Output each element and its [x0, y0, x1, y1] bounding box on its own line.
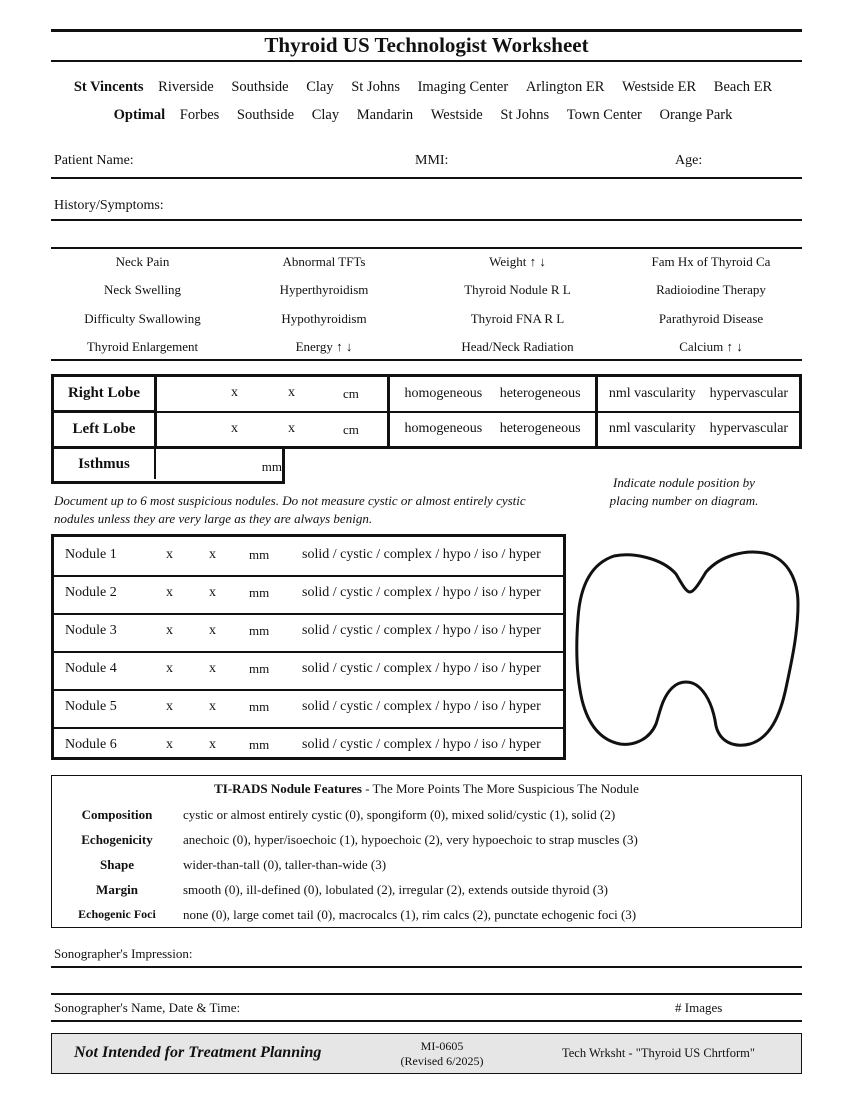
unit-label: mm — [249, 699, 270, 714]
nodule-row[interactable] — [54, 689, 563, 729]
isthmus-box — [51, 448, 285, 484]
lobe-measurement-cell[interactable] — [156, 376, 389, 412]
location-option[interactable]: Riverside — [158, 79, 214, 95]
nodule-options[interactable]: solid / cystic / complex / hypo / iso / hyper — [302, 699, 541, 714]
symptom-hyperthyroidism[interactable]: Hyperthyroidism — [279, 282, 369, 297]
tirads-table — [51, 775, 802, 928]
tirads-key: Shape — [100, 857, 134, 872]
tirads-heading-rest: - The More Points The More Suspicious The Nodule — [361, 781, 639, 796]
symptom-energy[interactable]: Energy ↑ ↓ — [295, 339, 353, 354]
location-option[interactable]: St Johns — [500, 107, 550, 123]
tirads-heading-bold: TI-RADS Nodule Features — [214, 781, 362, 796]
tirads-value: anechoic (0), hyper/isoechoic (1), hypoechoic (2), very hypoechoic to strap muscles (3) — [183, 832, 638, 847]
history-rule — [51, 219, 802, 221]
times-sign: x — [231, 385, 238, 400]
unit-label: cm — [343, 421, 359, 437]
location-option[interactable]: Clay — [306, 79, 334, 95]
nodule-label: Nodule 6 — [65, 737, 117, 752]
location-option[interactable]: Imaging Center — [417, 79, 509, 95]
times-sign: x — [288, 385, 295, 400]
tirads-key: Margin — [96, 882, 138, 897]
tirads-value: wider-than-tall (0), taller-than-wide (3) — [183, 857, 387, 872]
lobe-label: Right Lobe — [53, 376, 156, 412]
unit-label: mm — [261, 459, 282, 474]
footer — [51, 1033, 802, 1074]
location-option[interactable]: Westside ER — [622, 79, 697, 95]
heterogeneous-option[interactable]: heterogeneous — [499, 421, 581, 437]
times-sign: x — [231, 420, 238, 436]
nml-vascularity-option[interactable]: nml vascularity — [608, 421, 696, 437]
unit-label: cm — [343, 386, 359, 401]
times-sign: x — [166, 585, 173, 600]
nodule-row[interactable] — [54, 651, 563, 691]
times-sign: x — [166, 737, 173, 752]
top-rule — [51, 29, 802, 32]
tirads-key: Composition — [81, 807, 153, 822]
lobe-measurement-cell[interactable] — [156, 412, 389, 448]
tirads-key: Echogenic Foci — [78, 907, 156, 921]
echotexture-cell — [389, 376, 597, 412]
thyroid-outline — [577, 552, 798, 745]
hypervascular-option[interactable]: hypervascular — [709, 421, 789, 437]
lobe-row-right — [53, 376, 801, 412]
patient-name-label: Patient Name: — [54, 153, 134, 168]
tirads-key: Echogenicity — [81, 832, 153, 847]
form-code: MI-0605 — [420, 1039, 464, 1053]
location-option[interactable]: Westside — [430, 107, 483, 123]
mmi-label: MMI: — [415, 153, 449, 168]
nodule-table — [51, 534, 566, 760]
diagram-instructions: Indicate nodule position by placing number on diagram. — [609, 475, 759, 508]
optimal-label: Optimal — [113, 107, 166, 123]
impression-rule-2 — [51, 993, 802, 995]
times-sign: x — [209, 585, 216, 600]
symptom-difficulty-swallowing[interactable]: Difficulty Swallowing — [84, 311, 201, 326]
symptom-head-neck-radiation[interactable]: Head/Neck Radiation — [461, 339, 574, 354]
echotexture-cell — [389, 412, 597, 448]
location-option[interactable]: Southside — [231, 79, 289, 95]
times-sign: x — [209, 699, 216, 714]
location-option[interactable]: Orange Park — [659, 107, 733, 123]
homogeneous-option[interactable]: homogeneous — [404, 421, 483, 437]
nodule-options[interactable]: solid / cystic / complex / hypo / iso / hyper — [302, 737, 541, 752]
times-sign: x — [166, 661, 173, 676]
symptoms-bottom-rule — [51, 359, 802, 361]
optimal-row — [51, 107, 802, 124]
unit-label: mm — [249, 547, 270, 562]
times-sign: x — [166, 699, 173, 714]
times-sign: x — [166, 547, 173, 562]
nodule-options[interactable]: solid / cystic / complex / hypo / iso / hyper — [302, 547, 541, 562]
nodule-row[interactable] — [54, 575, 563, 615]
location-option[interactable]: Town Center — [566, 107, 642, 123]
history-label: History/Symptoms: — [54, 198, 164, 213]
location-option[interactable]: Clay — [311, 107, 340, 123]
lobe-label: Left Lobe — [53, 412, 156, 448]
st-vincents-row — [51, 79, 802, 96]
impression-rule — [51, 966, 802, 968]
sonographer-rule — [51, 1020, 802, 1022]
thyroid-diagram[interactable] — [574, 548, 802, 750]
times-sign: x — [166, 623, 173, 638]
location-option[interactable]: Arlington ER — [525, 79, 605, 95]
patient-rule — [51, 177, 802, 179]
symptom-thyroid-fna[interactable]: Thyroid FNA R L — [470, 311, 565, 326]
unit-label: mm — [249, 661, 270, 676]
nodule-row[interactable] — [54, 537, 563, 577]
unit-label: mm — [249, 737, 270, 752]
symptom-neck-pain[interactable]: Neck Pain — [115, 254, 170, 269]
st-vincents-label: St Vincents — [73, 79, 144, 95]
symptom-parathyroid-disease[interactable]: Parathyroid Disease — [658, 311, 764, 326]
lobe-table — [51, 374, 802, 449]
impression-label: Sonographer's Impression: — [54, 946, 193, 961]
times-sign: x — [209, 737, 216, 752]
heterogeneous-option[interactable]: heterogeneous — [499, 385, 581, 401]
nodule-label: Nodule 3 — [65, 623, 117, 638]
times-sign: x — [288, 420, 295, 436]
homogeneous-option[interactable]: homogeneous — [404, 385, 483, 401]
title-rule — [51, 60, 802, 62]
times-sign: x — [209, 661, 216, 676]
symptom-weight[interactable]: Weight ↑ ↓ — [489, 254, 546, 269]
tirads-value: cystic or almost entirely cystic (0), spongiform (0), mixed solid/cystic (1), solid (2) — [183, 807, 616, 822]
nodule-label: Nodule 5 — [65, 699, 117, 714]
isthmus-measurement-cell[interactable] — [156, 449, 282, 479]
tirads-value: smooth (0), ill-defined (0), lobulated (2), irregular (2), extends outside thyroid (3) — [183, 882, 608, 897]
vascularity-cell — [597, 412, 801, 448]
symptoms-top-rule — [51, 247, 802, 249]
symptom-thyroid-nodule[interactable]: Thyroid Nodule R L — [464, 282, 571, 297]
images-count-label: # Images — [675, 1000, 723, 1015]
location-option[interactable]: Southside — [236, 107, 295, 123]
revised-date: (Revised 6/2025) — [400, 1054, 484, 1068]
nodule-options[interactable]: solid / cystic / complex / hypo / iso / hyper — [302, 623, 541, 638]
times-sign: x — [209, 623, 216, 638]
nodule-row[interactable] — [54, 727, 563, 765]
nodule-row[interactable] — [54, 613, 563, 653]
symptom-radioiodine-therapy[interactable]: Radioiodine Therapy — [656, 282, 766, 297]
tirads-value: none (0), large comet tail (0), macrocalcs (1), rim calcs (2), punctate echogenic foci (3) — [183, 907, 637, 922]
nodule-label: Nodule 1 — [65, 547, 117, 562]
symptom-abnormal-tfts[interactable]: Abnormal TFTs — [282, 254, 366, 269]
symptom-fam-hx-thyroid-ca[interactable]: Fam Hx of Thyroid Ca — [651, 254, 771, 269]
location-option[interactable]: Mandarin — [356, 107, 414, 123]
nodule-instructions: Document up to 6 most suspicious nodules. Do not measure cystic or almost entirely cystic nodules unless they are very large as they are always benign. — [54, 493, 526, 526]
symptom-hypothyroidism[interactable]: Hypothyroidism — [281, 311, 367, 326]
nodule-label: Nodule 4 — [65, 661, 117, 676]
age-label: Age: — [675, 153, 703, 168]
symptom-thyroid-enlargement[interactable]: Thyroid Enlargement — [86, 339, 199, 354]
treatment-warning: Not Intended for Treatment Planning — [74, 1044, 322, 1061]
location-option[interactable]: Forbes — [179, 107, 220, 123]
nodule-options[interactable]: solid / cystic / complex / hypo / iso / hyper — [302, 661, 541, 676]
symptom-neck-swelling[interactable]: Neck Swelling — [104, 282, 181, 297]
page-title: Thyroid US Technologist Worksheet — [264, 33, 589, 57]
form-name: Tech Wrksht - "Thyroid US Chrtform" — [562, 1046, 755, 1060]
nodule-label: Nodule 2 — [65, 585, 117, 600]
unit-label: mm — [249, 585, 270, 600]
tirads-heading — [52, 781, 801, 797]
location-option[interactable]: St Johns — [351, 79, 400, 95]
nodule-options[interactable]: solid / cystic / complex / hypo / iso / hyper — [302, 585, 541, 600]
isthmus-label: Isthmus — [54, 449, 156, 479]
hypervascular-option[interactable]: hypervascular — [709, 385, 789, 401]
vascularity-cell — [597, 376, 801, 412]
unit-label: mm — [249, 623, 270, 638]
symptom-calcium[interactable]: Calcium ↑ ↓ — [679, 339, 743, 354]
nml-vascularity-option[interactable]: nml vascularity — [608, 385, 696, 401]
sonographer-label: Sonographer's Name, Date & Time: — [54, 1000, 241, 1015]
lobe-row-left — [53, 412, 801, 448]
times-sign: x — [209, 547, 216, 562]
location-option[interactable]: Beach ER — [713, 79, 773, 95]
